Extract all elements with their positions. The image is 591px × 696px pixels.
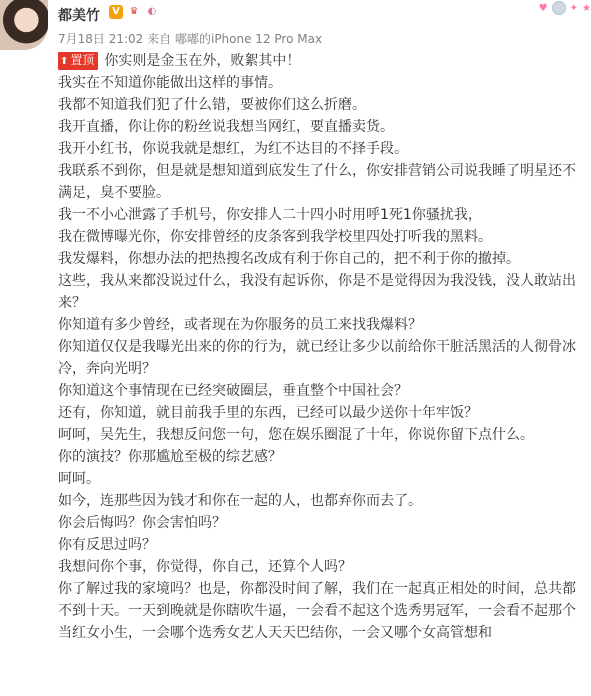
star-icon: ★: [582, 2, 591, 14]
post-paragraph: [58, 204, 586, 226]
post-paragraph: [58, 578, 586, 644]
pinned-badge: [58, 52, 98, 70]
paragraph-text: 呵呵。: [58, 471, 100, 487]
paragraph-text: 我一不小心泄露了手机号，你安排人二十四小时用呼1死1你骚扰我，: [58, 207, 482, 223]
pin-arrow-icon: ⬆: [60, 56, 69, 67]
paragraph-text: 你知道有多少曾经，或者现在为你服务的员工来找我爆料？: [58, 317, 422, 333]
verified-v-icon: V: [109, 5, 123, 19]
paragraph-text: 我在微博曝光你，你安排曾经的皮条客到我学校里四处打听我的黑料。: [58, 229, 492, 245]
post-paragraph: [58, 336, 586, 380]
paragraph-text: 我想问你个事，你觉得，你自己，还算个人吗？: [58, 559, 352, 575]
post-paragraph: [58, 116, 586, 138]
avatar[interactable]: [0, 0, 48, 50]
paragraph-text: 你知道仅仅是我曝光出来的你的行为，就已经让多少以前给你干脏活黑活的人彻骨冰冷，奔向光明？: [58, 339, 576, 377]
paragraph-text: 我联系不到你，但是就是想知道到底发生了什么，你安排营销公司说我睡了明星还不满足，臭不要脸。: [58, 163, 576, 201]
paragraph-text: 我开直播，你让你的粉丝说我想当网红，要直播卖货。: [58, 119, 394, 135]
post-paragraph: [58, 380, 586, 402]
paragraph-text: 你有反思过吗？: [58, 537, 156, 553]
paragraph-text: 这些，我从来都没说过什么，我没有起诉你，你是不是觉得因为我没钱，没人敢站出来？: [58, 273, 576, 311]
post-content: [58, 50, 586, 644]
post-paragraph: [58, 94, 586, 116]
source-prefix: 来自: [147, 32, 172, 46]
post-paragraph: [58, 556, 586, 578]
post-paragraph: [58, 248, 586, 270]
paragraph-text: 如今，连那些因为钱才和你在一起的人，也都弃你而去了。: [58, 493, 422, 509]
crown-icon: ♛: [127, 5, 141, 19]
sparkle-icon: ✦: [569, 2, 579, 14]
paragraph-text: 你实则是金玉在外，败絮其中！: [104, 53, 301, 69]
heart-icon: ♥: [538, 2, 548, 14]
post-paragraph: [58, 138, 586, 160]
decoration-strip: [505, 0, 591, 16]
post-paragraph: [58, 402, 586, 424]
paragraph-text: 你知道这个事情现在已经突破圈层，垂直整个中国社会？: [58, 383, 408, 399]
paragraph-text: 你会后悔吗？你会害怕吗？: [58, 515, 226, 531]
post-timestamp[interactable]: 7月18日 21:02: [58, 32, 144, 46]
post-paragraph: [58, 468, 586, 490]
author-badges: [109, 5, 159, 19]
pill-icon: ◐: [145, 5, 159, 19]
author-name[interactable]: 都美竹: [58, 8, 100, 24]
ornament-icon: [552, 1, 566, 15]
post-paragraph-first: [58, 50, 586, 72]
post-paragraph: [58, 512, 586, 534]
post-paragraph: [58, 446, 586, 468]
post-paragraph: [58, 226, 586, 248]
paragraph-text: 我开小红书，你说我就是想红，为红不达目的不择手段。: [58, 141, 408, 157]
paragraph-text: 还有，你知道，就目前我手里的东西，已经可以最少送你十年牢饭？: [58, 405, 478, 421]
paragraph-text: 我都不知道我们犯了什么错，要被你们这么折磨。: [58, 97, 366, 113]
paragraph-text: 呵呵，吴先生，我想反问您一句，您在娱乐圈混了十年，你说你留下点什么。: [58, 427, 534, 443]
paragraph-text: 我发爆料，你想办法的把热搜名改成有利于你自己的，把不利于你的撤掉。: [58, 251, 520, 267]
paragraph-text: 你了解过我的家境吗？也是，你都没时间了解，我们在一起真正相处的时间，总共都不到十天。一天到晚就是你瞎吹牛逼，一会看不起这个选秀男冠军，一会看不起那个当红女小生，一会哪个选秀女艺人天天巴结你，一会又哪个女高管想和: [58, 581, 576, 641]
paragraph-text: 我实在不知道你能做出这样的事情。: [58, 75, 282, 91]
post-source: 嘟嘟的iPhone 12 Pro Max: [174, 32, 323, 46]
post-paragraph: [58, 270, 586, 314]
post-paragraph: [58, 314, 586, 336]
post-paragraph: [58, 160, 586, 204]
pin-label: 置顶: [70, 53, 95, 67]
post-paragraph: [58, 72, 586, 94]
post-paragraph: [58, 534, 586, 556]
post-paragraph: [58, 424, 586, 446]
post-meta: [58, 30, 322, 47]
paragraph-text: 你的演技？你那尴尬至极的综艺感？: [58, 449, 282, 465]
post-paragraph: [58, 490, 586, 512]
